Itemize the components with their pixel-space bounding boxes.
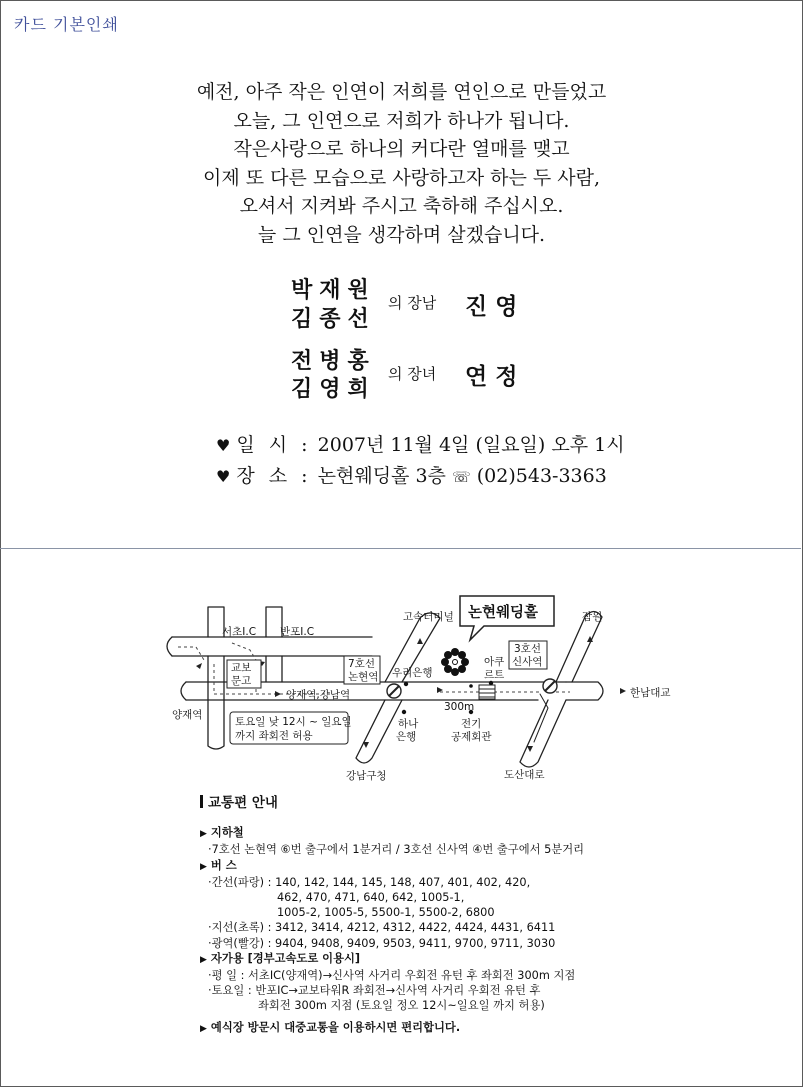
map-label-acro: 아쿠 — [484, 656, 505, 668]
phone-number: (02)543-3363 — [476, 465, 607, 487]
transport-guide — [200, 795, 760, 1037]
map-label-terminal: 고속터미널 — [403, 611, 454, 623]
map-label-hana: 은행 — [396, 731, 417, 743]
message-line: 작은사랑으로 하나의 커다란 열매를 맺고 — [233, 138, 570, 160]
groom-relation: 의 장남 — [388, 294, 437, 312]
triangle-bullet-icon: ▶ — [200, 861, 207, 872]
map-label-kyobo: 문고 — [231, 675, 252, 687]
card-type-label: 카드 기본인쇄 — [14, 15, 119, 34]
bus-red: ·광역(빨강) : 9404, 9408, 9409, 9503, 9411, 9700, 9711, 3030 — [208, 936, 556, 950]
bus-section-title — [200, 858, 760, 875]
sinsa-station-icon — [543, 679, 557, 693]
car-section-title — [200, 951, 760, 968]
map-label-yangjae: 양재역 — [172, 709, 203, 721]
heart-icon: ♥ — [216, 467, 231, 486]
subway-title-text: 지하철 — [210, 826, 244, 840]
guide-note-text: 예식장 방문시 대중교통을 이용하시면 편리합니다. — [210, 1020, 461, 1034]
message-line: 이제 또 다른 모습으로 사랑하고자 하는 두 사람, — [202, 166, 601, 189]
place-value: 논현웨딩홀 3층 — [317, 465, 446, 487]
groom-name: 진영 — [465, 293, 526, 320]
map-label-hana: 하나 — [398, 718, 419, 730]
map-label-gangnam-gu: 강남구청 — [346, 770, 387, 782]
bus-green: ·지선(초록) : 3412, 3414, 4212, 4312, 4422, 4424, 4431, 6411 — [208, 921, 556, 935]
triangle-bullet-icon: ▶ — [200, 829, 207, 840]
car-weekday: ·평 일 : 서초IC(양재역)→신사역 사거리 우회전 유턴 후 좌회전 300m 지점 — [208, 969, 576, 983]
guide-title — [200, 795, 760, 811]
bride-name: 연정 — [465, 363, 526, 390]
bus-blue-line: 1005-2, 1005-5, 5500-1, 5500-2, 6800 — [277, 906, 495, 920]
map-road — [520, 700, 566, 767]
map-label-distance: 300m — [444, 701, 475, 713]
bus-blue-line: 462, 470, 471, 640, 642, 1005-1, — [277, 891, 465, 905]
car-title-text: 자가용 [경부고속도로 이용시] — [210, 951, 361, 965]
telephone-icon: ☏ — [451, 468, 471, 486]
triangle-bullet-icon: ▶ — [200, 1023, 207, 1034]
groom-father: 박재원 — [291, 277, 376, 303]
bus-blue-label: ·간선(파랑) : — [208, 875, 272, 889]
map-label-acro: 르트 — [484, 669, 505, 681]
venue-flower-icon — [441, 648, 469, 676]
bride-relation: 의 장녀 — [388, 365, 437, 383]
map-label-line3: 3호선 — [514, 643, 541, 655]
map-notice: 까지 좌회전 허용 — [235, 730, 313, 742]
message-line: 예전, 아주 작은 인연이 저희를 연인으로 만들었고 — [196, 81, 607, 103]
bride-father: 전병홍 — [291, 348, 376, 374]
map-road — [208, 656, 224, 749]
map-notice: 토요일 낮 12시 ~ 일요일 — [235, 716, 352, 728]
map-label-line7: 7호선 — [348, 658, 375, 670]
guide-note — [200, 1020, 760, 1037]
message-line: 오늘, 그 인연으로 저희가 하나가 됩니다. — [233, 109, 570, 132]
map-venue-name: 논현웨딩홀 — [468, 605, 539, 621]
subway-info: ·7호선 논현역 ⑥번 출구에서 1분거리 / 3호선 신사역 ④번 출구에서 5분거리 — [208, 843, 585, 857]
map-label-elec: 공제회관 — [451, 731, 492, 743]
bus-title-text: 버 스 — [210, 858, 237, 872]
map-label-jamwon: 잠원 — [582, 611, 603, 623]
bride-mother: 김영희 — [291, 376, 376, 402]
bus-blue-line: 140, 142, 144, 145, 148, 407, 401, 402, 420, — [275, 875, 531, 889]
title-bar — [200, 795, 203, 808]
guide-title-text: 교통편 안내 — [208, 795, 278, 811]
date-value: 2007년 11월 4일 (일요일) 오후 1시 — [317, 434, 625, 456]
map-label-banpo-ic: 반포I.C — [280, 626, 315, 638]
map-label-seocho-ic: 서초I.C — [222, 626, 257, 638]
crosswalk — [479, 685, 495, 699]
subway-section-title — [200, 825, 760, 842]
groom-mother: 김종선 — [291, 306, 376, 332]
date-label: 일 시 : — [236, 434, 312, 456]
car-saturday: ·토요일 : 반포IC→교보타워R 좌회전→신사역 사거리 우회전 유턴 후 — [208, 984, 541, 998]
map-label-line3: 신사역 — [512, 656, 543, 668]
heart-icon: ♥ — [216, 436, 231, 455]
map-label-kyobo: 교보 — [231, 662, 252, 674]
map-label-hannam: 한남대교 — [630, 687, 671, 699]
map-label-woori: 우리은행 — [392, 667, 433, 679]
map-label-line7: 논현역 — [348, 671, 379, 683]
triangle-bullet-icon: ▶ — [200, 954, 207, 965]
map-label-yangjae-gangnam: 양재역,강남역 — [286, 689, 351, 701]
map-label-elec: 전기 — [461, 718, 482, 730]
bus-blue — [200, 875, 760, 890]
place-label: 장 소 : — [236, 465, 312, 487]
car-saturday-cont: 좌회전 300m 지점 (토요일 정오 12시~일요일 까지 허용) — [258, 999, 545, 1013]
map-label-dosan: 도산대로 — [504, 769, 545, 781]
message-line: 오셔서 지켜봐 주시고 축하해 주십시오. — [239, 195, 564, 217]
nonhyeon-station-icon — [387, 684, 401, 698]
message-line: 늘 그 인연을 생각하며 살겠습니다. — [257, 223, 546, 246]
